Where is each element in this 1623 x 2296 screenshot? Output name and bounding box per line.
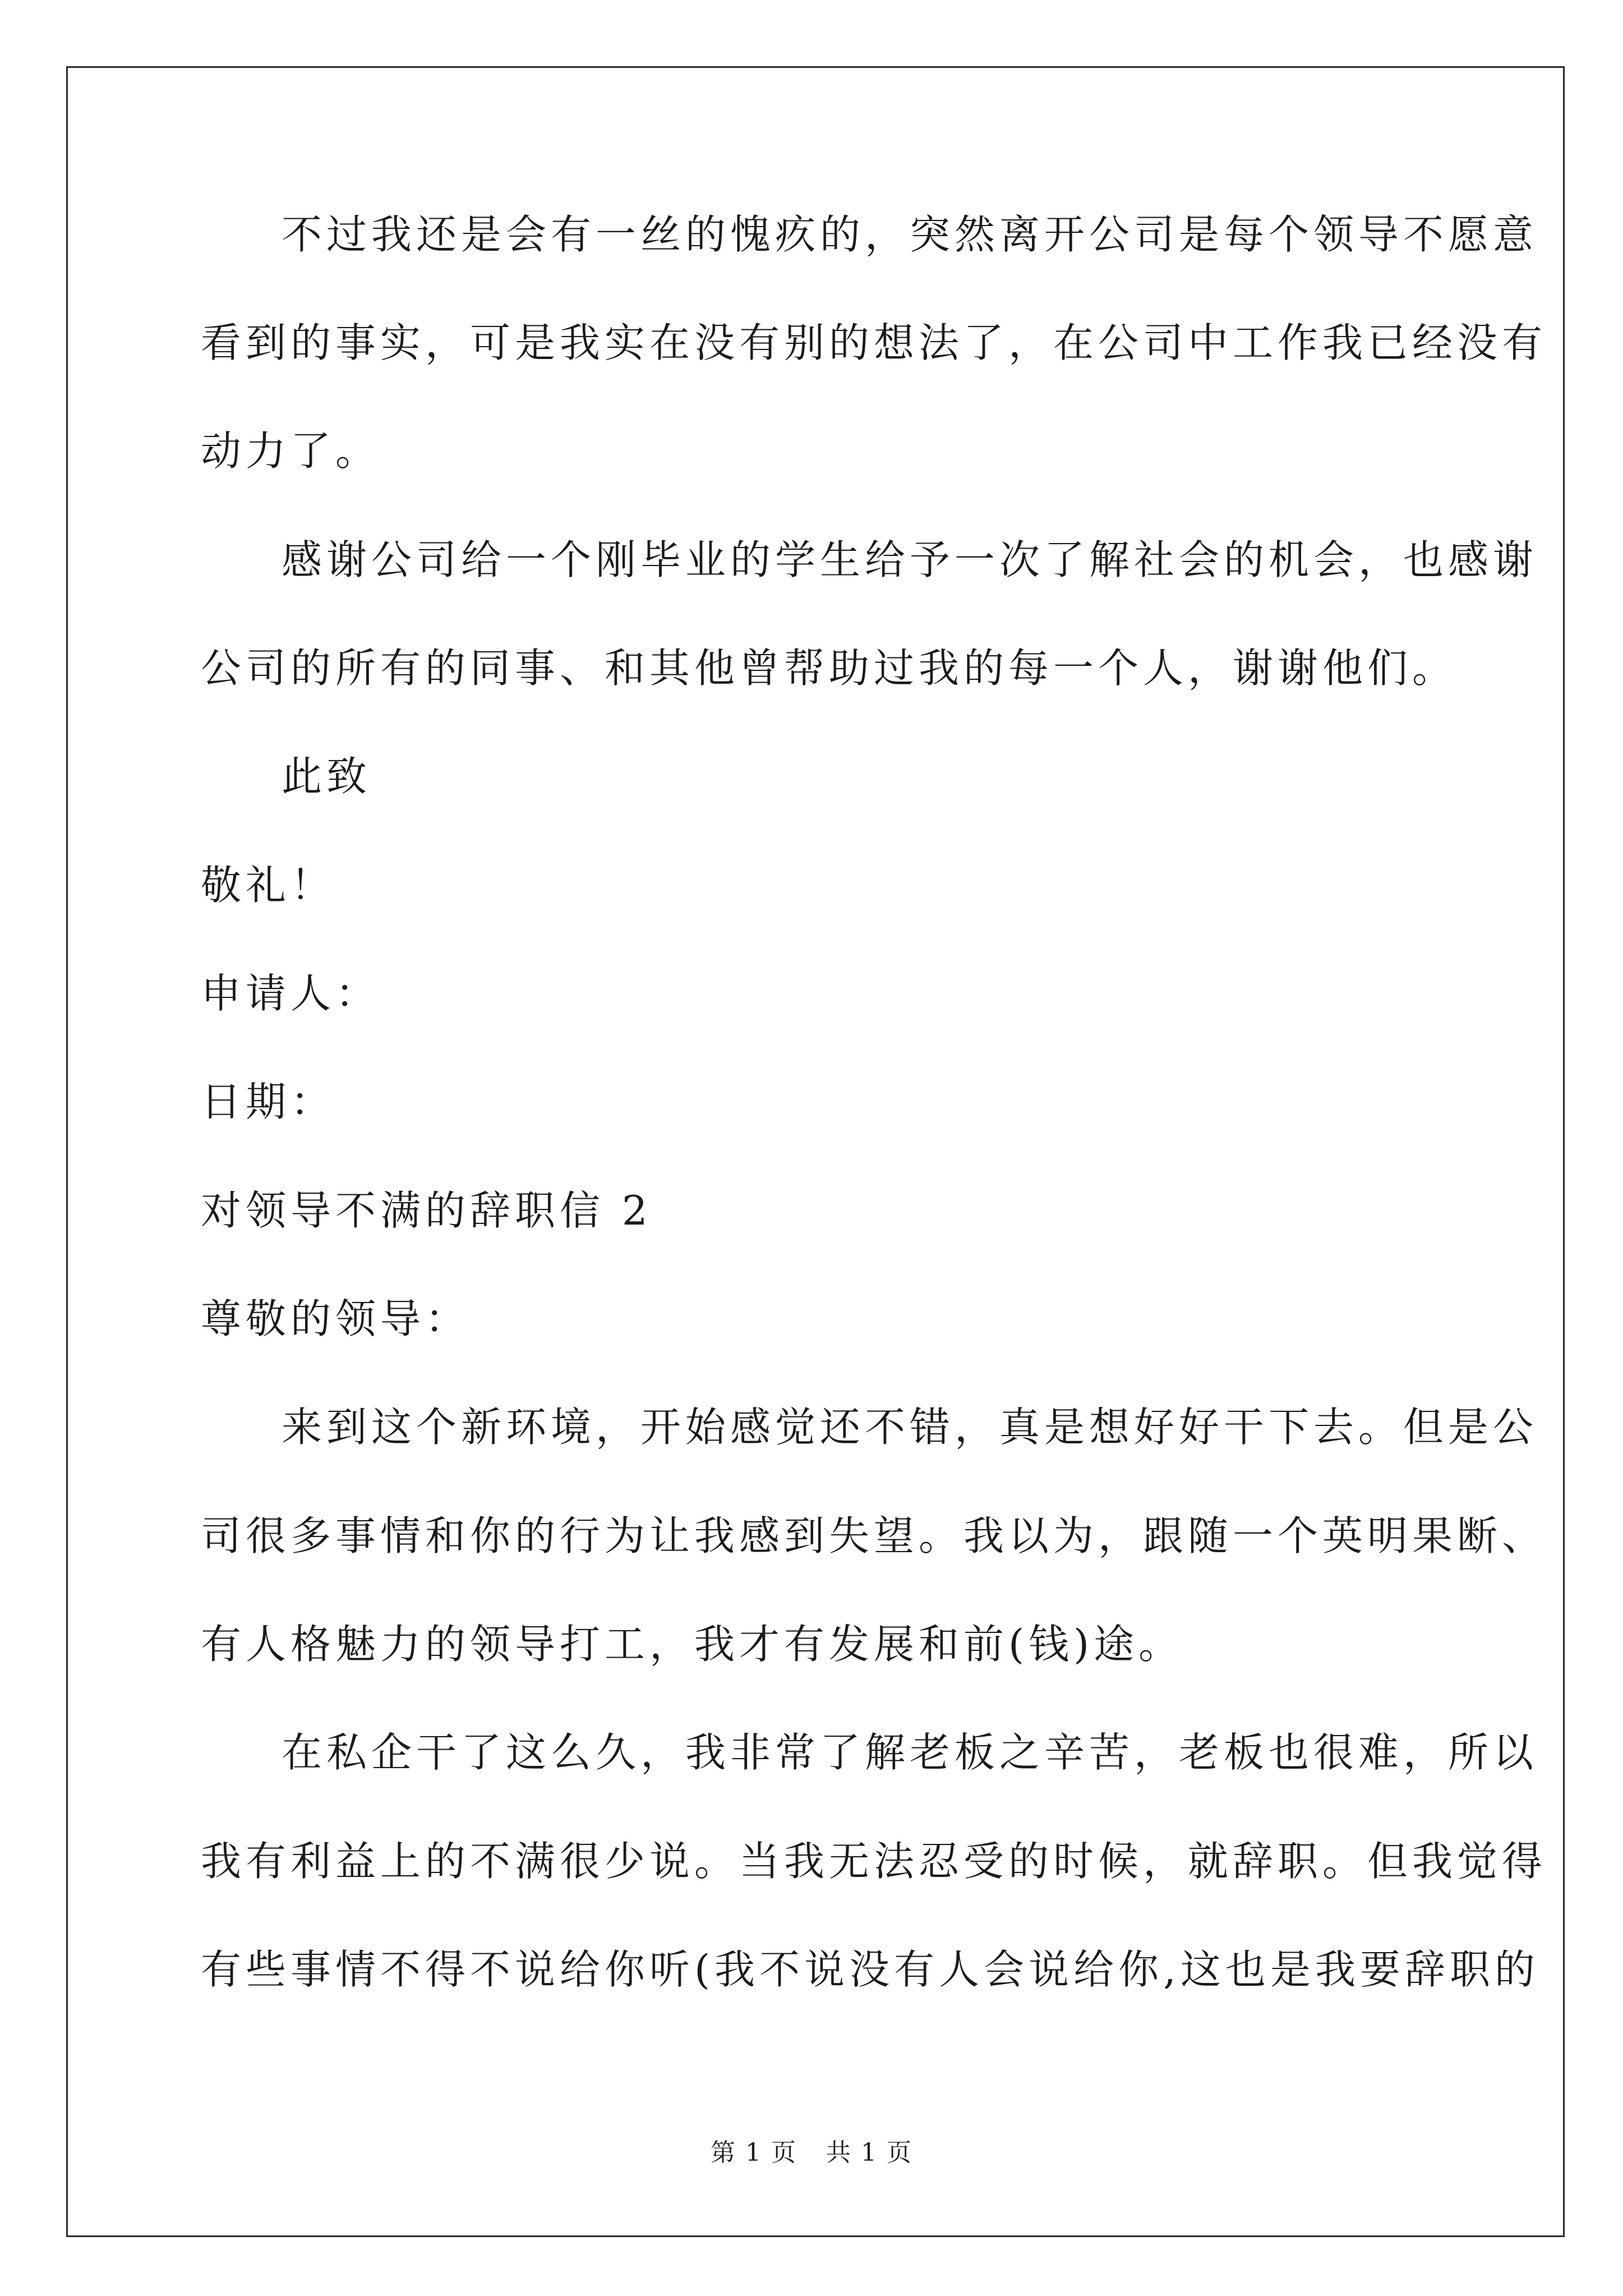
page-footer: [0, 2136, 1623, 2170]
letter-title: 对领导不满的辞职信 2: [201, 1187, 652, 1234]
paragraph-line: 司很多事情和你的行为让我感到失望。我以为，跟随一个英明果断、: [201, 1512, 1547, 1559]
date-label: 日期：: [201, 1078, 336, 1125]
applicant-label: 申请人：: [201, 970, 381, 1017]
closing-salutation: 此致: [282, 753, 372, 800]
closing-regards: 敬礼！: [201, 862, 336, 909]
paragraph-line: 公司的所有的同事、和其他曾帮助过我的每一个人，谢谢他们。: [201, 645, 1458, 692]
paragraph-line: 有些事情不得不说给你听(我不说没有人会说给你,这也是我要辞职的: [201, 1946, 1539, 1993]
paragraph-line: 看到的事实，可是我实在没有别的想法了，在公司中工作我已经没有: [201, 319, 1547, 366]
page-border: [66, 66, 1565, 2237]
paragraph-line: 我有利益上的不满很少说。当我无法忍受的时候，就辞职。但我觉得: [201, 1838, 1547, 1885]
paragraph-line: 在私企干了这么久，我非常了解老板之辛苦，老板也很难，所以: [282, 1729, 1538, 1776]
page-total: 共 1 页: [826, 2138, 912, 2167]
paragraph-line: 动力了。: [201, 427, 381, 475]
paragraph-line: 不过我还是会有一丝的愧疚的，突然离开公司是每个领导不愿意: [282, 211, 1538, 258]
page-number: 第 1 页: [711, 2138, 797, 2167]
greeting: 尊敬的领导：: [201, 1295, 471, 1342]
paragraph-line: 感谢公司给一个刚毕业的学生给予一次了解社会的机会，也感谢: [282, 536, 1538, 583]
paragraph-line: 来到这个新环境，开始感觉还不错，真是想好好干下去。但是公: [282, 1404, 1538, 1451]
paragraph-line: 有人格魅力的领导打工，我才有发展和前(钱)途。: [201, 1621, 1184, 1668]
